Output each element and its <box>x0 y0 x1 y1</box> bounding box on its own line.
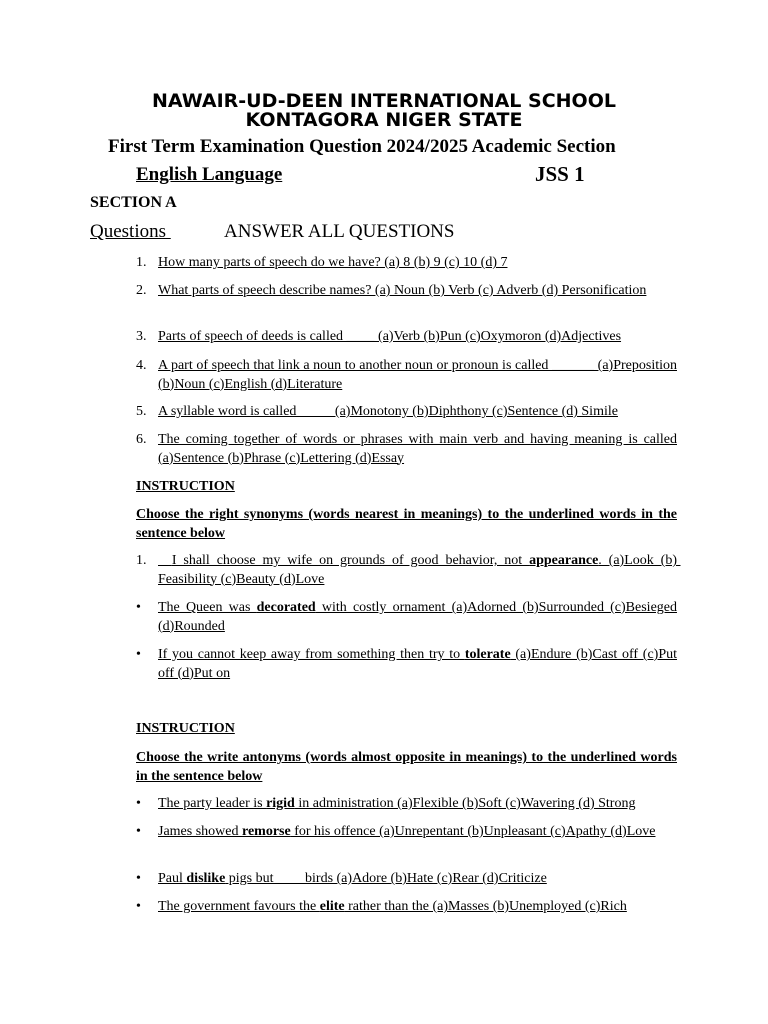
antonym-question <box>158 823 677 842</box>
text-before: The party leader is <box>158 796 267 811</box>
school-location: KONTAGORA NIGER STATE <box>245 109 523 131</box>
text-after: in administration (a)Flexible (b)Soft (c)Wavering (d) Strong <box>294 796 636 811</box>
question-3: Parts of speech of deeds is called ____ (a)Verb (b)Pun (c)Oxymoron (d)Adjectives <box>158 329 622 344</box>
exam-title: First Term Examination Question 2024/2025 Academic Section <box>108 136 616 157</box>
key-word: remorse <box>242 824 291 839</box>
question-1: How many parts of speech do we have? (a) 8 (b) 9 (c) 10 (d) 7 <box>158 255 508 270</box>
text-before: The Queen was <box>158 600 257 615</box>
bullet: • <box>136 871 141 886</box>
answer-all-instruction: ANSWER ALL QUESTIONS <box>224 221 455 242</box>
key-word: tolerate <box>464 647 511 662</box>
question-number: 2. <box>136 283 147 298</box>
question-number: 4. <box>136 358 147 373</box>
school-name: NAWAIR-UD-DEEN INTERNATIONAL SCHOOL <box>152 90 616 112</box>
text-before: The government favours the <box>158 899 320 914</box>
bullet: • <box>136 647 141 662</box>
instruction-heading: INSTRUCTION <box>136 479 235 494</box>
key-word: decorated <box>256 600 316 615</box>
text-after: pigs but birds (a)Adore (b)Hate (c)Rear (d)Criticize <box>225 871 547 886</box>
class-label: JSS 1 <box>535 162 585 186</box>
text-before: Paul <box>158 871 187 886</box>
question-5: A syllable word is called (a)Monotony (b)Diphthony (c)Sentence (d) Simile <box>158 404 618 419</box>
question-number: 3. <box>136 329 147 344</box>
text-after: with costly ornament (a)Adorned (b)Surrounded (c)Besieged (d)Rounded <box>158 600 677 634</box>
question-number: 1. <box>136 255 147 270</box>
question-6: The coming together of words or phrases with main verb and having meaning is called (a)Sentence (b)Phrase (c)Lettering (d)Essay <box>158 432 677 466</box>
bullet: • <box>136 824 141 839</box>
antonym-question <box>158 870 677 889</box>
question-4: A part of speech that link a noun to another noun or pronoun is called ______ (a)Preposition (b)Noun (c)English (d)Literature <box>158 358 677 392</box>
key-word: dislike <box>186 871 226 886</box>
item-marker: 1. <box>136 553 147 568</box>
synonym-question <box>158 646 677 683</box>
subject-title: English Language <box>136 164 283 185</box>
text-after: for his offence (a)Unrepentant (b)Unpleasant (c)Apathy (d)Love <box>290 824 656 839</box>
key-word: rigid <box>266 796 295 811</box>
antonym-question <box>158 795 677 814</box>
section-title: SECTION A <box>90 194 177 211</box>
antonym-question <box>158 898 677 917</box>
key-word: elite <box>319 899 345 914</box>
key-word: appearance <box>529 553 599 568</box>
text-after: (a)Endure (b)Cast off (c)Put off (d)Put on <box>158 647 678 681</box>
text-after: rather than the (a)Masses (b)Unemployed (c)Rich <box>344 899 627 914</box>
bullet: • <box>136 899 141 914</box>
synonym-question <box>158 552 681 589</box>
question-number: 5. <box>136 404 147 419</box>
bullet: • <box>136 796 141 811</box>
question-2: What parts of speech describe names? (a) Noun (b) Verb (c) Adverb (d) Personification <box>158 283 647 298</box>
text-before: James showed <box>158 824 242 839</box>
bullet: • <box>136 600 141 615</box>
synonym-question <box>158 599 677 636</box>
text-after: . (a)Look (b) Feasibility (c)Beauty (d)Love <box>158 553 681 587</box>
questions-label: Questions <box>90 221 171 242</box>
question-number: 6. <box>136 432 147 447</box>
instruction-heading: INSTRUCTION <box>136 721 235 736</box>
text-before: I shall choose my wife on grounds of good behavior, not <box>158 553 530 568</box>
instruction-text: Choose the right synonyms (words nearest in meanings) to the underlined words in the sentence below <box>136 507 677 541</box>
instruction-text: Choose the write antonyms (words almost opposite in meanings) to the underlined words in the sentence below <box>136 750 677 784</box>
text-before: If you cannot keep away from something then try to <box>158 647 465 662</box>
